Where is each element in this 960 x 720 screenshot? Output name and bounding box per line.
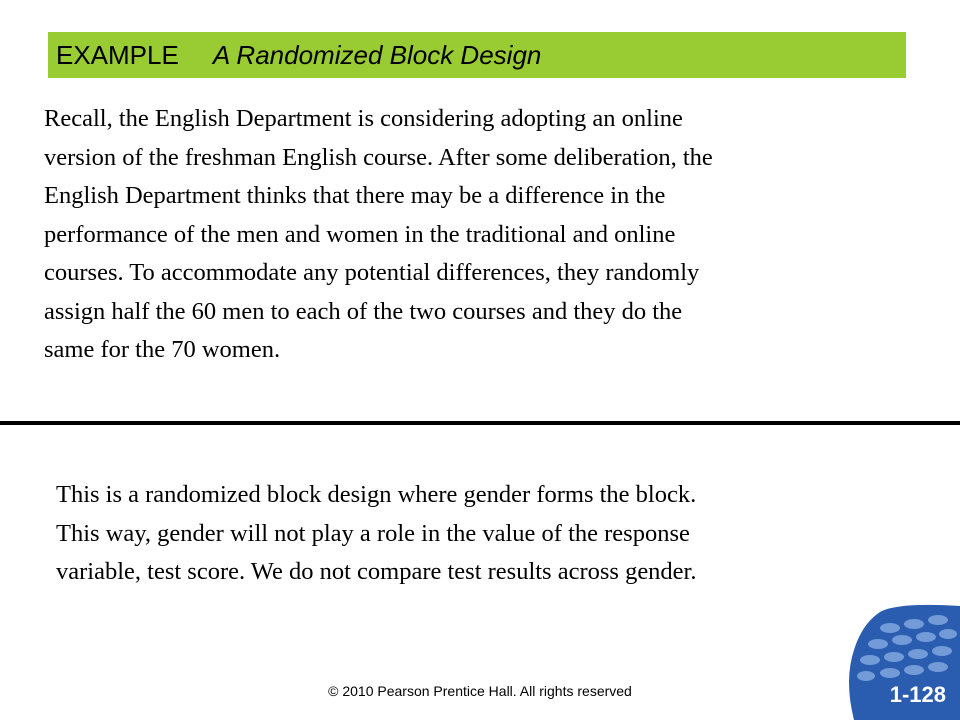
paragraph-line: courses. To accommodate any potential differences, they randomly — [44, 259, 700, 286]
paragraph-line: variable, test score. We do not compare test results across gender. — [56, 558, 697, 585]
example-label: EXAMPLE — [56, 39, 179, 70]
paragraph-line: This way, gender will not play a role in the value of the response — [56, 519, 690, 547]
copyright-footer: © 2010 Pearson Prentice Hall. All rights reserved — [328, 683, 632, 699]
paragraph-line: Recall, the English Department is considering adopting an online — [44, 105, 683, 132]
paragraph-line: same for the 70 women. — [44, 336, 281, 363]
recall-paragraph — [44, 100, 924, 370]
paragraph-line: This is a randomized block design where gender forms the block. — [56, 481, 697, 508]
slide-number: 1-128 — [889, 682, 946, 707]
title-bar — [48, 32, 906, 78]
paragraph-line: assign half the 60 men to each of the two courses and they do the — [44, 297, 683, 325]
conclusion-paragraph — [56, 476, 936, 592]
slide-subtitle: A Randomized Block Design — [212, 39, 542, 70]
paragraph-line: performance of the men and women in the traditional and online — [44, 220, 676, 248]
section-divider — [0, 421, 960, 425]
paragraph-line: version of the freshman English course. After some deliberation, the — [44, 143, 713, 171]
paragraph-line: English Department thinks that there may be a difference in the — [44, 182, 666, 209]
